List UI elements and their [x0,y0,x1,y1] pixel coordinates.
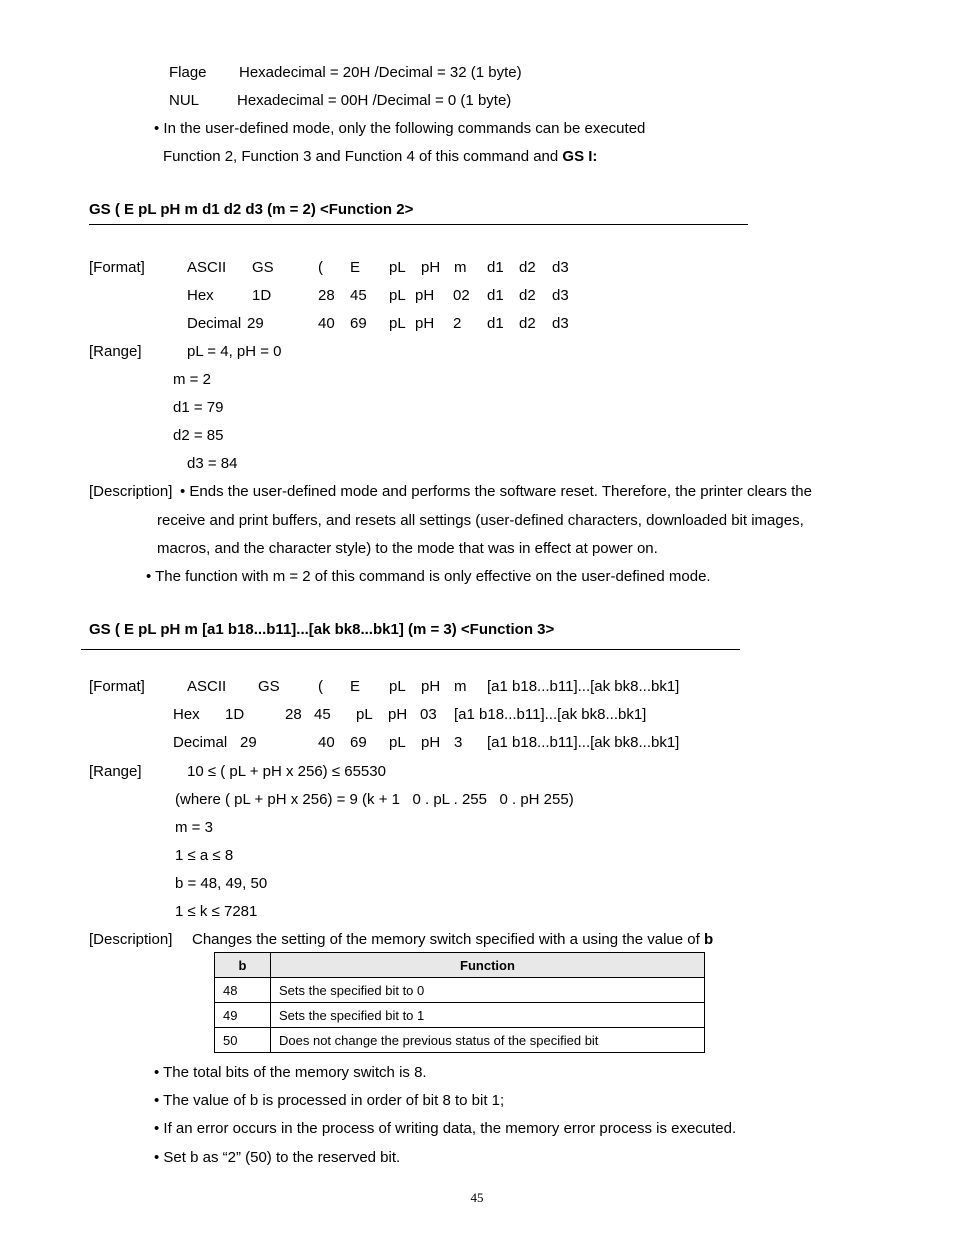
flage-label: Flage [169,64,207,81]
function-table [214,952,705,1053]
intro-bullet-cont-text: Function 2, Function 3 and Function 4 of this command and [163,148,563,165]
f2-cell: 28 [318,287,335,304]
table-header-b: b [215,953,271,978]
f3-cell: pH [388,706,408,723]
f2-cell: d2 [519,315,536,332]
f2-cell: 29 [247,315,264,332]
f2-cell: GS [252,259,274,276]
function2-rule [89,224,748,225]
table-cell-b: 49 [215,1003,271,1028]
intro-bullet-cont [163,148,597,166]
f3-range-item: m = 3 [175,819,213,836]
f2-cell: d1 [487,315,504,332]
f3-cell: pH [421,734,441,751]
f3-desc-text: Changes the setting of the memory switch specified with a using the value of [192,931,704,948]
f3-range-item: 10 ≤ ( pL + pH x 256) ≤ 65530 [187,763,386,780]
f2-cell: ( [318,259,323,276]
f2-row-type: Decimal [187,315,242,332]
f3-cell: 28 [285,706,302,723]
intro-bullet: • In the user-defined mode, only the following commands can be executed [154,120,646,137]
f2-cell: 69 [350,315,367,332]
f2-desc-line: • Ends the user-defined mode and performs the software reset. Therefore, the printer clears the [180,483,812,500]
f2-row-type: Hex [187,287,214,304]
f3-desc [192,931,713,949]
f3-cell: GS [258,678,280,695]
f3-cell: 3 [454,734,463,751]
f3-tail: [a1 b18...b11]...[ak bk8...bk1] [487,678,680,695]
f2-cell: d1 [487,287,504,304]
f3-cell: m [454,678,467,695]
f3-cell: 29 [240,734,257,751]
f2-range-item: pL = 4, pH = 0 [187,343,282,360]
f3-format-label: [Format] [89,678,145,695]
table-cell-b: 50 [215,1028,271,1053]
f3-range-item: 1 ≤ a ≤ 8 [175,847,234,864]
f3-cell: 1D [225,706,245,723]
f2-desc-line: receive and print buffers, and resets all settings (user-defined characters, downloaded bit images, [157,512,804,529]
f3-note: • Set b as “2” (50) to the reserved bit. [154,1149,401,1166]
f2-cell: pH [421,259,441,276]
f2-desc-line: macros, and the character style) to the mode that was in effect at power on. [157,540,658,557]
f3-range-item: (where ( pL + pH x 256) = 9 (k + 1 0 . pL . 255 0 . pH 255) [175,791,574,808]
f2-cell: 2 [453,315,462,332]
f2-cell: m [454,259,467,276]
nul-label: NUL [169,92,200,109]
f2-cell: d3 [552,315,569,332]
f2-cell: d2 [519,287,536,304]
f3-note: • If an error occurs in the process of writing data, the memory error process is executed. [154,1120,737,1137]
f2-cell: E [350,259,361,276]
f3-cell: pL [389,678,406,695]
f2-range-item: d3 = 84 [187,455,238,472]
f2-cell: 45 [350,287,367,304]
f3-note: • The total bits of the memory switch is 8. [154,1064,427,1081]
table-row [215,978,705,1003]
table-cell-b: 48 [215,978,271,1003]
table-header-function: Function [271,953,705,978]
f3-range-item: 1 ≤ k ≤ 7281 [175,903,258,920]
f2-format-label: [Format] [89,259,145,276]
f2-cell: pH [415,287,435,304]
f3-row-type: Hex [173,706,200,723]
f2-row-type: ASCII [187,259,227,276]
f3-cell: 45 [314,706,331,723]
table-cell-function: Does not change the previous status of the specified bit [271,1028,705,1053]
table-cell-function: Sets the specified bit to 1 [271,1003,705,1028]
f3-cell: pL [389,734,406,751]
f2-cell: pL [389,259,406,276]
f2-cell: pL [389,315,406,332]
table-row [215,1003,705,1028]
f2-cell: d1 [487,259,504,276]
function3-heading: GS ( E pL pH m [a1 b18...b11]...[ak bk8...bk1] (m = 3) <Function 3> [89,621,555,638]
f3-cell: 40 [318,734,335,751]
f2-cell: d3 [552,259,569,276]
f3-tail: [a1 b18...b11]...[ak bk8...bk1] [454,706,647,723]
f3-cell: 03 [420,706,437,723]
f3-range-label: [Range] [89,763,142,780]
table-cell-function: Sets the specified bit to 0 [271,978,705,1003]
page-number: 45 [470,1190,484,1205]
nul-value: Hexadecimal = 00H /Decimal = 0 (1 byte) [237,92,512,109]
f2-cell: pH [415,315,435,332]
intro-bullet-bold: GS I: [562,148,598,165]
f3-tail: [a1 b18...b11]...[ak bk8...bk1] [487,734,680,751]
f3-row-type: Decimal [173,734,228,751]
f2-cell: 1D [252,287,272,304]
f3-cell: 69 [350,734,367,751]
f2-cell: d3 [552,287,569,304]
f3-range-item: b = 48, 49, 50 [175,875,268,892]
f3-cell: E [350,678,361,695]
f3-desc-label: [Description] [89,931,173,948]
f2-desc-label: [Description] [89,483,173,500]
flage-value: Hexadecimal = 20H /Decimal = 32 (1 byte) [239,64,522,81]
f3-note: • The value of b is processed in order of bit 8 to bit 1; [154,1092,505,1109]
f2-cell: 02 [453,287,470,304]
f3-cell: pL [356,706,373,723]
f2-cell: 40 [318,315,335,332]
table-header-row [215,953,705,978]
f2-desc-line: • The function with m = 2 of this command is only effective on the user-defined mode. [146,568,711,585]
table-row [215,1028,705,1053]
f2-cell: d2 [519,259,536,276]
f3-row-type: ASCII [187,678,227,695]
f3-cell: ( [318,678,323,695]
f3-desc-bold: b [703,931,714,948]
f2-range-label: [Range] [89,343,142,360]
f2-range-item: d2 = 85 [173,427,224,444]
f2-range-item: m = 2 [173,371,211,388]
function2-heading: GS ( E pL pH m d1 d2 d3 (m = 2) <Function 2> [89,201,414,218]
function3-rule [81,649,740,650]
f3-cell: pH [421,678,441,695]
f2-range-item: d1 = 79 [173,399,224,416]
f2-cell: pL [389,287,406,304]
